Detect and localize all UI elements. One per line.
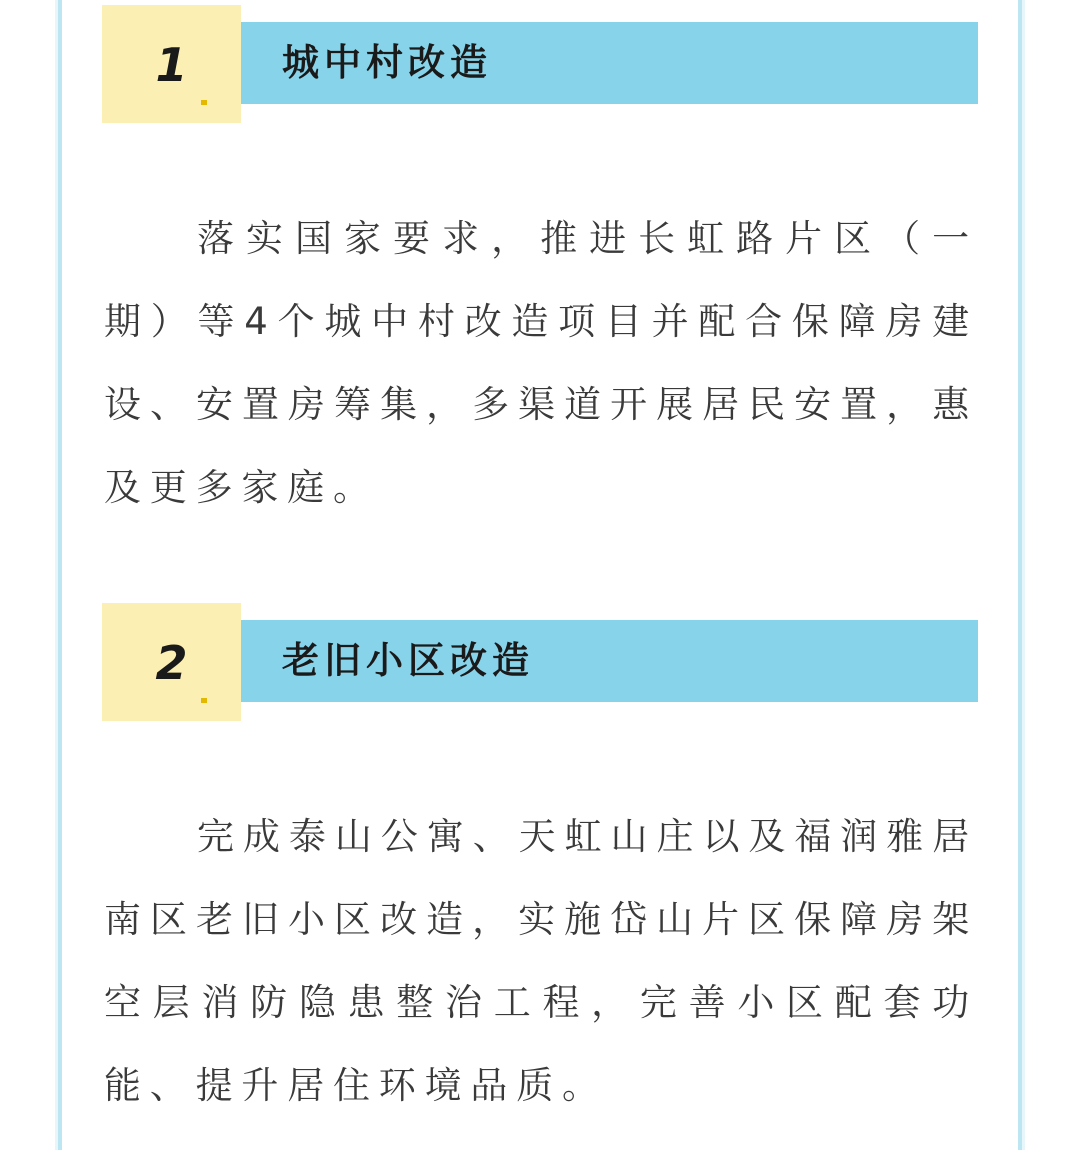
section-2-header: [102, 603, 978, 721]
section-1-number: 1: [155, 38, 188, 92]
section-1-title: 城中村改造: [282, 41, 492, 84]
section-1-body: 落实国家要求，推进长虹路片区（一期）等4个城中村改造项目并配合保障房建设、安置房筹集，多渠道开展居民安置，惠及更多家庭。: [104, 217, 978, 509]
decorative-dot: [201, 698, 207, 703]
section-1-title-bar: [241, 22, 978, 104]
section-2-number-box: [102, 603, 241, 721]
decorative-dot: [201, 100, 207, 105]
section-2-number: 2: [155, 636, 188, 690]
section-2-title-bar: [241, 620, 978, 702]
section-2-body: 完成泰山公寓、天虹山庄以及福润雅居南区老旧小区改造，实施岱山片区保障房架空层消防隐患整治工程，完善小区配套功能、提升居住环境品质。: [104, 815, 978, 1107]
section-2-title: 老旧小区改造: [282, 639, 534, 682]
section-1-number-box: [102, 5, 241, 123]
section-1-header: [102, 5, 978, 123]
